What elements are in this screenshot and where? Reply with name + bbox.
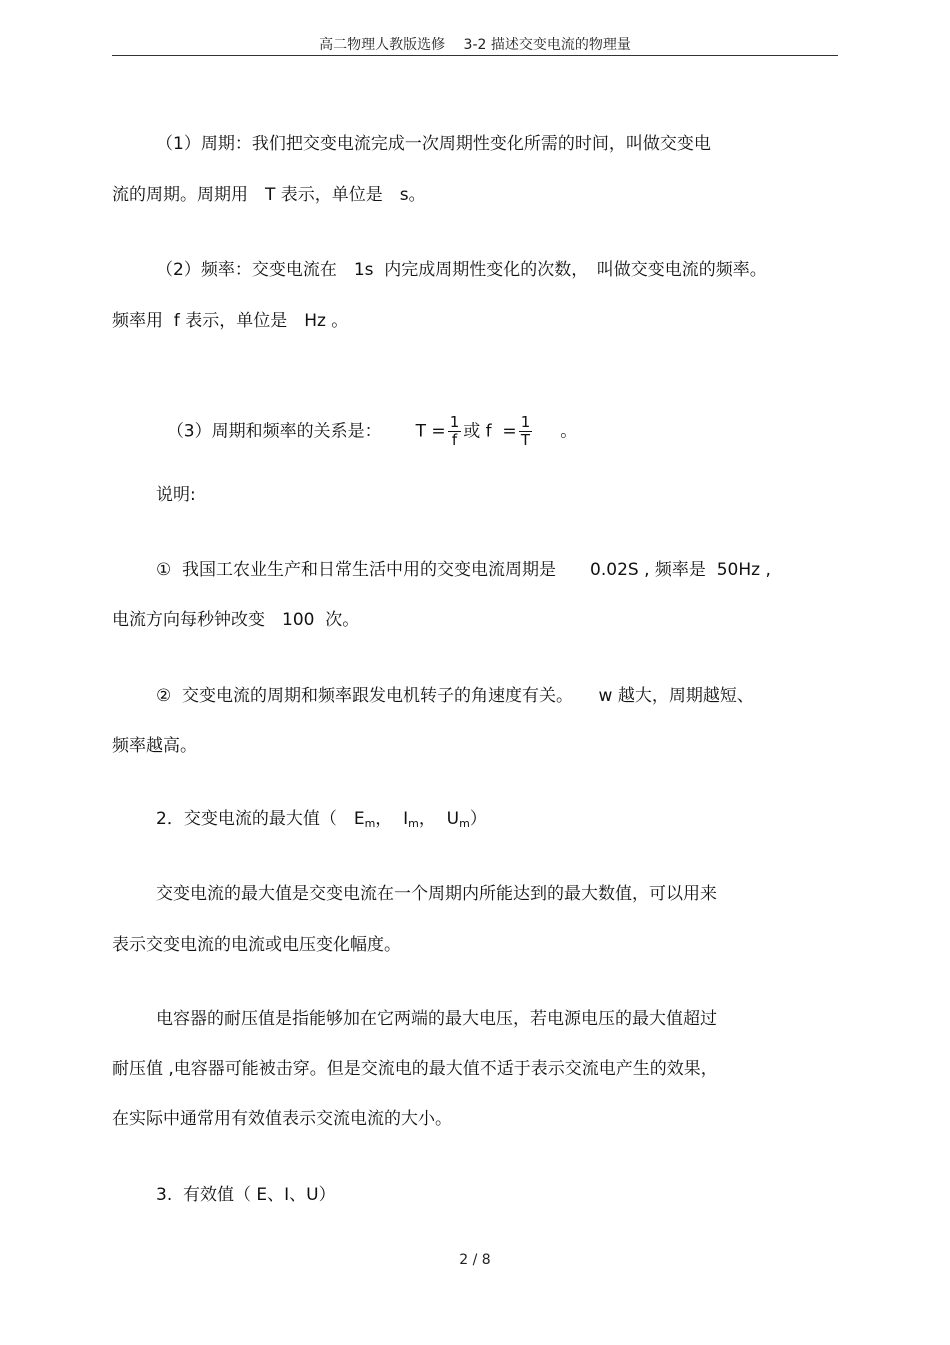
header-divider (112, 55, 838, 56)
heading-text: ， U (418, 809, 460, 829)
formula-end: 。 (560, 421, 578, 442)
fraction-one-over-f (448, 414, 462, 449)
fraction-denominator: f (451, 431, 458, 449)
fraction-numerator: 1 (520, 413, 531, 431)
note-1-line-1: ① 我国工农业生产和日常生活中用的交变电流周期是 0.02S , 频率是 50Hz , (156, 560, 771, 580)
section-3-heading: 3. 有效值（ E、I、U） (156, 1185, 336, 1205)
period-frequency-relation (156, 392, 577, 449)
subscript-m: m (408, 817, 419, 830)
subscript-m: m (364, 817, 376, 830)
heading-text: ， I (375, 809, 409, 829)
note-title: 说明: (156, 485, 196, 505)
note-1-line-2: 电流方向每秒钟改变 100 次。 (112, 610, 360, 630)
relation-label: （3）周期和频率的关系是： (166, 421, 382, 442)
max-value-line-2: 表示交变电流的电流或电压变化幅度。 (112, 935, 401, 955)
page-header: 高二物理人教版选修 3-2 描述交变电流的物理量 (319, 37, 631, 53)
period-definition-line-1: （1）周期：我们把交变电流完成一次周期性变化所需的时间，叫做交变电 (156, 134, 711, 154)
fraction-denominator: T (520, 431, 531, 449)
page-number: 2 / 8 (459, 1252, 491, 1268)
formula-t-lhs: T = (415, 421, 446, 442)
heading-text: ） (469, 809, 487, 829)
subscript-m: m (459, 817, 470, 830)
formula-or-f: 或 f = (463, 421, 517, 442)
fraction-numerator: 1 (449, 413, 460, 431)
note-2-line-1: ② 交变电流的周期和频率跟发电机转子的角速度有关。 w 越大，周期越短、 (156, 686, 754, 706)
max-value-line-1: 交变电流的最大值是交变电流在一个周期内所能达到的最大数值，可以用来 (156, 884, 717, 904)
note-2-line-2: 频率越高。 (112, 736, 197, 756)
frequency-definition-line-2: 频率用 f 表示，单位是 Hz 。 (112, 311, 349, 331)
capacitor-line-2: 耐压值 ,电容器可能被击穿。但是交流电的最大值不适于表示交流电产生的效果， (112, 1059, 718, 1079)
section-2-heading (156, 808, 487, 835)
frequency-definition-line-1: （2）频率：交变电流在 1s 内完成周期性变化的次数， 叫做交变电流的频率。 (156, 260, 767, 280)
capacitor-line-1: 电容器的耐压值是指能够加在它两端的最大电压，若电源电压的最大值超过 (156, 1009, 717, 1029)
fraction-one-over-t (519, 414, 533, 449)
period-definition-line-2: 流的周期。周期用 T 表示，单位是 s。 (112, 185, 426, 205)
capacitor-line-3: 在实际中通常用有效值表示交流电流的大小。 (112, 1109, 452, 1129)
heading-text: 2．交变电流的最大值（ E (156, 809, 365, 829)
